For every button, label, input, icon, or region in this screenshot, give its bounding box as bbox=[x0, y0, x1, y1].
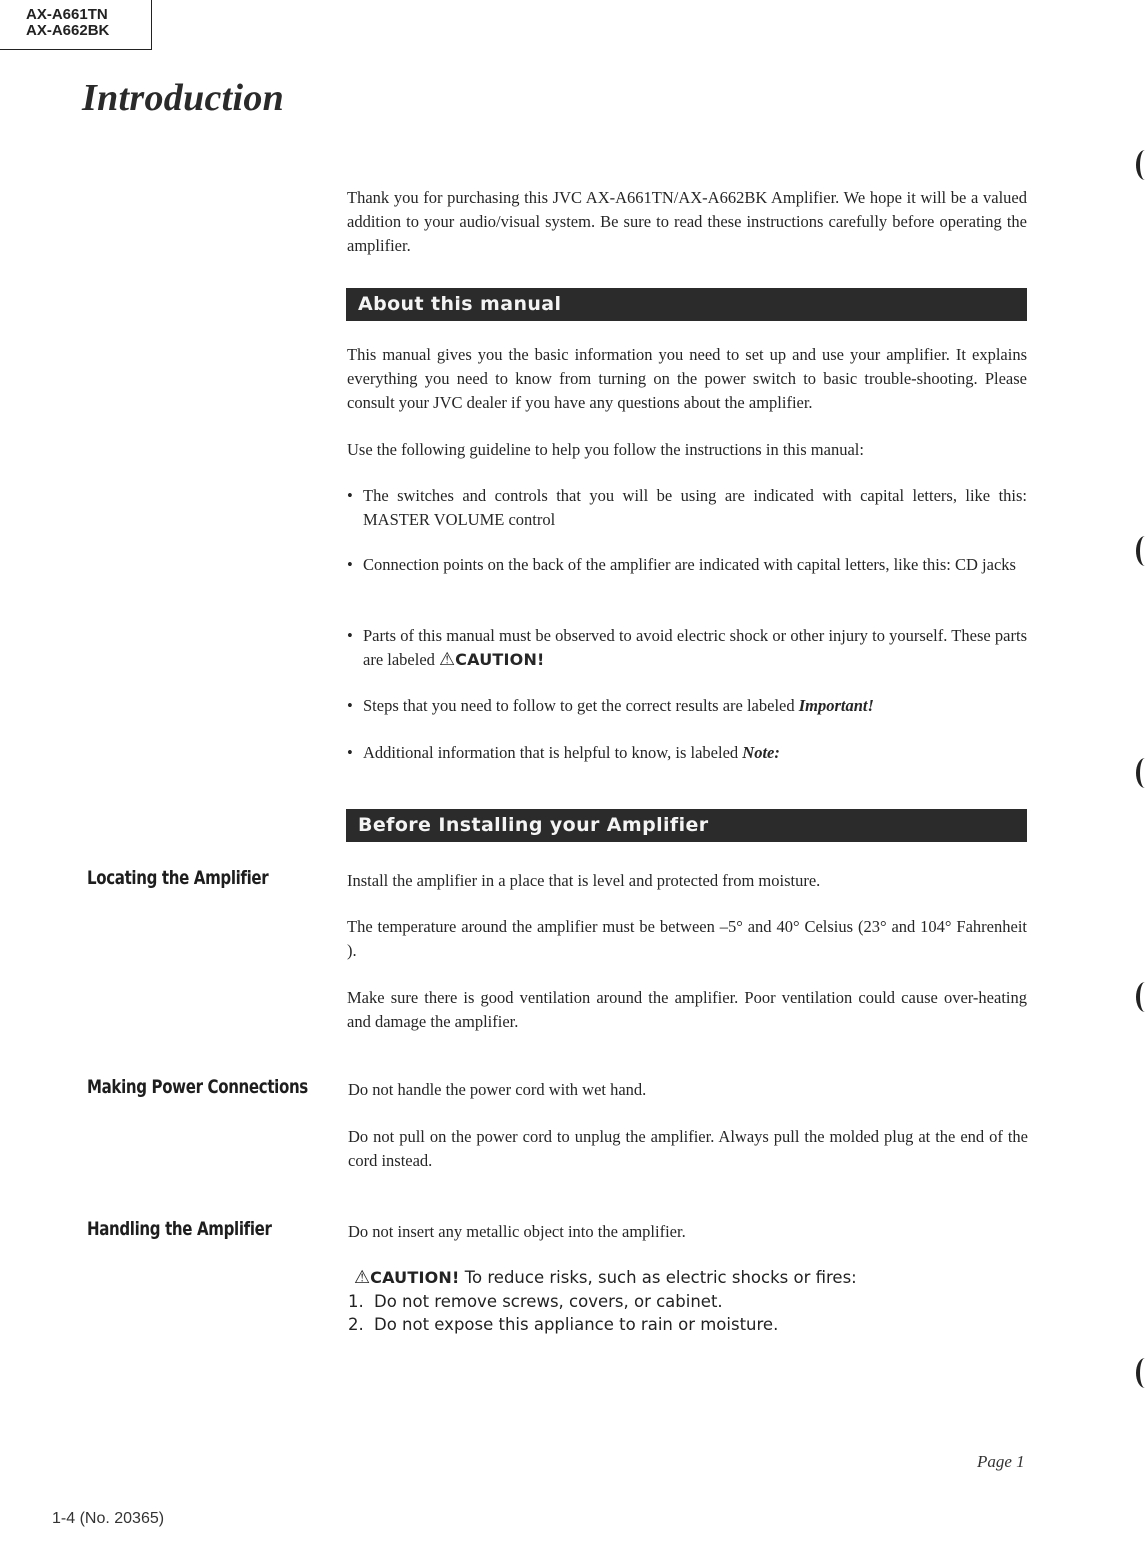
guideline-bullet-5 bbox=[347, 741, 1027, 765]
binding-mark bbox=[1136, 982, 1146, 1012]
side-heading-handling: Handling the Amplifier bbox=[87, 1218, 272, 1240]
intro-paragraph: Thank you for purchasing this JVC AX-A661TN/AX-A662BK Amplifier. We hope it will be a valued addition to your audio/visual system. Be sure to read these instructions carefully before operating the amplifier. bbox=[347, 188, 1027, 255]
bullet-dot: • bbox=[347, 486, 353, 505]
power-paragraph-1: Do not handle the power cord with wet hand. bbox=[348, 1080, 647, 1099]
about-paragraph-2: Use the following guideline to help you follow the instructions in this manual: bbox=[347, 440, 864, 459]
caution-line bbox=[348, 1266, 1028, 1290]
bullet-text bbox=[363, 694, 1027, 718]
locating-paragraph-1: Install the amplifier in a place that is level and protected from moisture. bbox=[347, 871, 821, 890]
document-number: 1-4 (No. 20365) bbox=[52, 1510, 165, 1527]
binding-mark bbox=[1136, 536, 1146, 566]
bullet-text-body: Additional information that is helpful to know, is labeled bbox=[363, 743, 743, 762]
bullet-dot: • bbox=[347, 743, 353, 762]
note-label: Note: bbox=[742, 743, 780, 762]
section-heading-before-installing: Before Installing your Amplifier bbox=[346, 809, 1027, 842]
locating-paragraph-3: Make sure there is good ventilation around the amplifier. Poor ventilation could cause over-heating and damage the amplifier. bbox=[347, 988, 1027, 1031]
guideline-bullet-3 bbox=[347, 624, 1027, 672]
bullet-text: The switches and controls that you will be using are indicated with capital letters, like this: MASTER VOLUME control bbox=[363, 486, 1027, 529]
model-number-2: AX-A662BK bbox=[26, 22, 110, 39]
caution-item-2 bbox=[348, 1313, 1028, 1337]
model-number-1: AX-A661TN bbox=[26, 6, 108, 23]
caution-label: CAUTION! bbox=[455, 650, 545, 669]
bullet-text-body: Steps that you need to follow to get the correct results are labeled bbox=[363, 696, 799, 715]
guideline-bullet-2 bbox=[347, 553, 1027, 577]
section-heading-about-manual: About this manual bbox=[346, 288, 1027, 321]
bullet-text bbox=[363, 741, 1027, 765]
side-heading-locating: Locating the Amplifier bbox=[87, 867, 269, 889]
binding-mark bbox=[1136, 1358, 1146, 1388]
bullet-text bbox=[363, 624, 1027, 672]
caution-text: To reduce risks, such as electric shocks or fires: bbox=[459, 1268, 857, 1287]
caution-item-1 bbox=[348, 1290, 1028, 1314]
guideline-bullet-4 bbox=[347, 694, 1027, 718]
caution-item-text: Do not expose this appliance to rain or moisture. bbox=[374, 1315, 779, 1334]
caution-item-number: 1. bbox=[348, 1291, 364, 1311]
warning-triangle-icon: ⚠ bbox=[354, 1267, 371, 1288]
important-label: Important! bbox=[798, 696, 874, 715]
power-paragraph-2: Do not pull on the power cord to unplug the amplifier. Always pull the molded plug at the end of the cord instead. bbox=[348, 1127, 1028, 1170]
bullet-dot: • bbox=[347, 696, 353, 715]
locating-paragraph-2: The temperature around the amplifier must be between –5° and 40° Celsius (23° and 104° Fahrenheit ). bbox=[347, 917, 1027, 960]
bullet-dot: • bbox=[347, 626, 353, 645]
caution-item-text: Do not remove screws, covers, or cabinet. bbox=[374, 1291, 723, 1311]
page-title: Introduction bbox=[82, 77, 285, 119]
warning-triangle-icon: ⚠ bbox=[439, 649, 456, 670]
page-number: Page 1 bbox=[977, 1452, 1025, 1471]
binding-mark bbox=[1136, 758, 1146, 788]
handling-paragraph-1: Do not insert any metallic object into the amplifier. bbox=[348, 1222, 686, 1241]
binding-mark bbox=[1136, 150, 1146, 180]
bullet-text: Connection points on the back of the amplifier are indicated with capital letters, like this: CD jacks bbox=[363, 555, 1016, 574]
guideline-bullet-1 bbox=[347, 484, 1027, 532]
model-number-box bbox=[0, 0, 152, 50]
bullet-dot: • bbox=[347, 555, 353, 574]
about-paragraph-1: This manual gives you the basic information you need to set up and use your amplifier. It explains everything you need to know from turning on the power switch to basic trouble-shooting. Please consult your JVC dealer if you have any questions about the amplifier. bbox=[347, 345, 1027, 412]
caution-item-number: 2. bbox=[348, 1315, 364, 1334]
caution-block bbox=[348, 1266, 1028, 1337]
caution-label: CAUTION! bbox=[370, 1268, 460, 1287]
side-heading-power: Making Power Connections bbox=[87, 1076, 308, 1098]
bullet-text-body: Parts of this manual must be observed to avoid electric shock or other injury to yourself. These parts are labeled bbox=[363, 626, 1027, 669]
